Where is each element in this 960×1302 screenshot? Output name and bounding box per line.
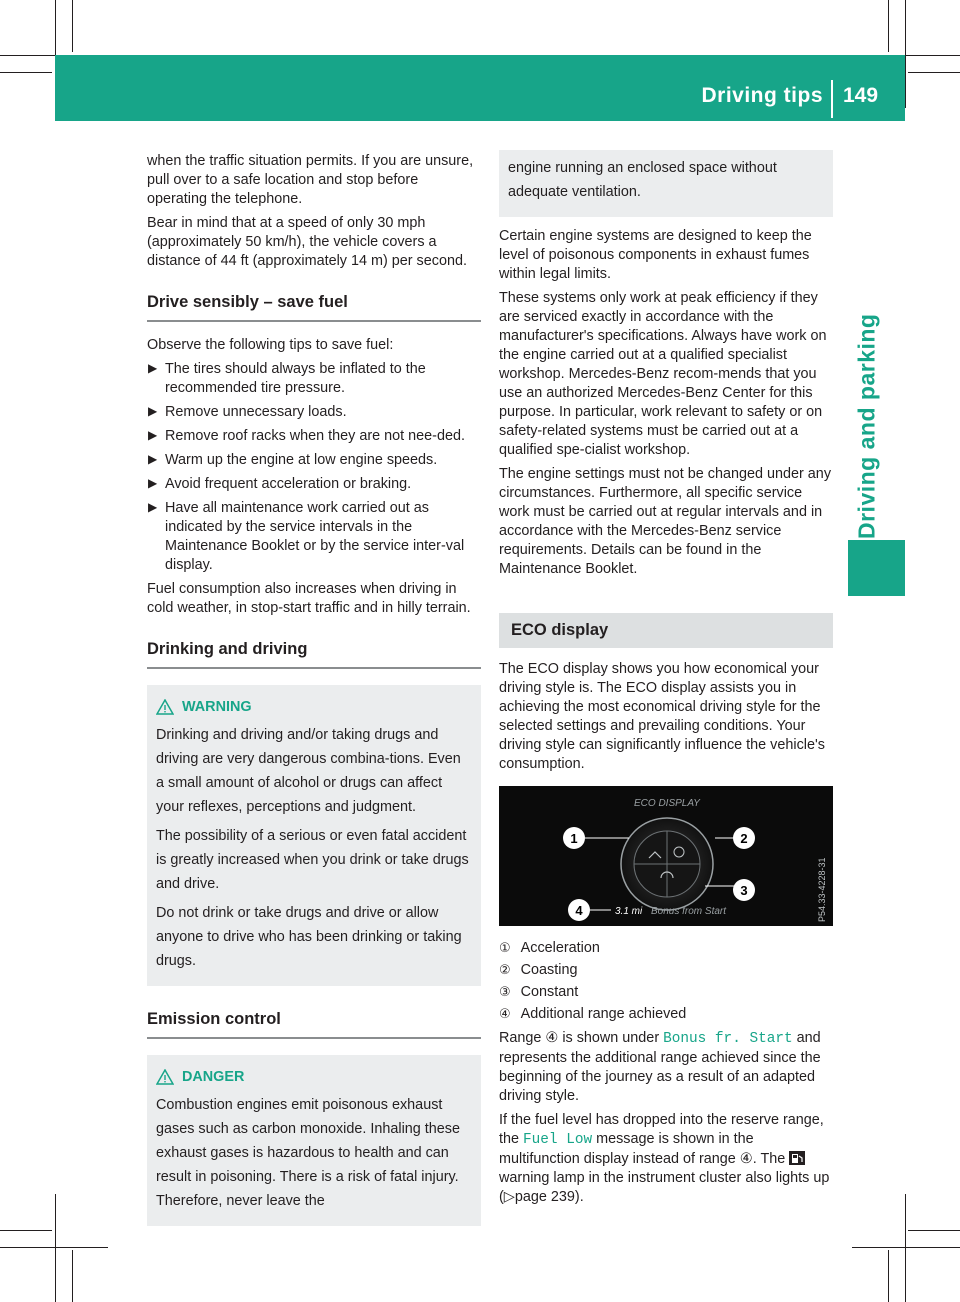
danger-box [147,1055,481,1226]
list-item [147,451,481,470]
crop-mark [0,1247,108,1248]
display-message: Fuel Low [523,1132,593,1148]
section-heading-drinking: Drinking and driving [147,640,481,669]
intro-paragraph: Bear in mind that at a speed of only 30 mph (approximately 50 km/h), the vehicle covers a distance of 44 ft (approximately 14 m) per second. [147,215,467,269]
callout-number: 3 [740,883,748,898]
warning-label: WARNING [182,699,252,715]
bullet-icon: ▶ [148,500,158,514]
page-ref-arrow-icon: ▷ [503,1189,515,1205]
fuel-low-paragraph [499,1111,833,1207]
list-item [147,403,481,422]
text-span: and represents the additional range achieved since the beginning of the journey as a result of an adapted driving style. [499,1030,821,1104]
section-heading-save-fuel: Drive sensibly – save fuel [147,293,481,322]
save-fuel-lead: Observe the following tips to save fuel: [147,337,394,353]
header-divider [831,80,833,118]
crop-mark [905,1194,906,1302]
callout-number: 1 [570,831,578,846]
save-fuel-closing: Fuel consumption also increases when driving in cold weather, in stop-start traffic and in hilly terrain. [147,581,471,616]
warning-header [156,695,472,719]
list-item [147,499,481,575]
bonus-label: Bonus from Start [651,906,727,917]
crop-mark [905,0,906,108]
crop-mark [0,72,52,73]
crop-mark [908,1230,960,1231]
text-span: If the fuel level has dropped into the reserve range, the [499,1112,824,1147]
bullet-icon: ▶ [148,452,158,466]
body-paragraph: These systems only work at peak efficiency if they are serviced exactly in accordance with the manufacturer's specifications. Always have work on the engine carried out at a qualified specialist workshop. Mercedes-Benz recom-mends that you use an authorized Mercedes-Benz Center for this purpose. In particular, work relevant to safety or on safety-related systems must be carried out at a qualified spe-cialist workshop. [499,290,827,458]
list-item [147,360,481,398]
list-item-text: Avoid frequent acceleration or braking. [165,476,412,492]
legend-item [499,938,833,958]
bonus-distance: 3.1 mi [615,906,643,917]
legend-number: ① [499,940,511,955]
chapter-tab-label: Driving and parking [853,313,880,539]
section-heading-eco: ECO display [499,613,833,648]
bullet-icon: ▶ [148,404,158,418]
warning-paragraph: Drinking and driving and/or taking drugs and driving are very dangerous combina-tions. Even a small amount of alcohol or drugs can affect your reflexes, perceptions and judgment. [156,727,461,815]
callout-ref: ④ [545,1030,559,1046]
warning-triangle-icon [156,699,174,715]
legend-item [499,982,833,1002]
warning-paragraph: The possibility of a serious or even fatal accident is greatly increased when you drink or take drugs and drive. [156,828,469,892]
danger-paragraph: Combustion engines emit poisonous exhaust gases such as carbon monoxide. Inhaling these exhaust gases is hazardous to health and can result in poisoning. There is a risk of fatal injury. Therefore, never leave the [156,1097,460,1209]
list-item-text: Remove unnecessary loads. [165,404,347,420]
warning-triangle-icon [156,1069,174,1085]
crop-mark [852,1247,960,1248]
warning-box [147,685,481,986]
text-span: warning lamp in the instrument cluster also lights up ( [499,1170,830,1205]
body-paragraph: Certain engine systems are designed to keep the level of poisonous components in exhaust fumes within legal limits. [499,228,812,282]
eco-display-image [499,786,833,926]
text-span: message is shown in the multifunction display instead of range [499,1131,754,1167]
right-column [499,150,833,1212]
display-message: Bonus fr. Start [663,1031,793,1047]
range-paragraph [499,1029,833,1106]
crop-mark [0,1230,52,1231]
fuel-tips-list [147,360,481,575]
crop-mark [888,1250,889,1302]
page-title: Driving tips [701,84,823,107]
text-span: is shown under [562,1030,660,1046]
callout-number: 4 [575,903,583,918]
danger-header [156,1065,472,1089]
legend-number: ③ [499,984,511,999]
bullet-icon: ▶ [148,476,158,490]
crop-mark [908,72,960,73]
list-item-text: Remove roof racks when they are not nee-ded. [165,428,465,444]
crop-mark [888,0,889,52]
legend-number: ④ [499,1006,511,1021]
legend-number: ② [499,962,511,977]
danger-box-continued [499,150,833,217]
text-span: Range [499,1030,542,1046]
list-item-text: Have all maintenance work carried out as indicated by the service intervals in the Maintenance Booklet or by the service inter-val display. [165,500,465,573]
intro-paragraph: when the traffic situation permits. If you are unsure, pull over to a safe location and stop before operating the telephone. [147,153,474,207]
legend-item [499,1004,833,1024]
danger-paragraph: engine running an enclosed space without adequate ventilation. [508,160,777,200]
list-item-text: Warm up the engine at low engine speeds. [165,452,438,468]
list-item [147,475,481,494]
callout-number: 2 [740,831,748,846]
legend-item [499,960,833,980]
crop-mark [55,1194,56,1302]
legend-text: Additional range achieved [520,1006,687,1022]
page-reference-link[interactable]: page 239). [514,1189,584,1205]
crop-mark [72,0,73,52]
left-column [147,152,481,1226]
body-paragraph: The engine settings must not be changed under any circumstances. Furthermore, all specific service work must be carried out at regular intervals and in accordance with the Mercedes-Benz service requirements. Details can be found in the Maintenance Booklet. [499,466,832,577]
danger-label: DANGER [182,1069,245,1085]
section-heading-emission: Emission control [147,1010,481,1039]
callout-ref: ④ [739,1151,753,1167]
bullet-icon: ▶ [148,361,158,375]
legend-text: Coasting [520,962,578,978]
list-item [147,427,481,446]
legend-text: Constant [520,984,579,1000]
bullet-icon: ▶ [148,428,158,442]
figure-code: P54.33-4228-31 [817,857,827,922]
chapter-tab-marker [848,540,905,596]
figure-title: ECO DISPLAY [634,798,700,809]
text-span: . The [752,1151,786,1167]
figure-legend [499,938,833,1024]
eco-intro: The ECO display shows you how economical your driving style is. The ECO display assists you in achieving the most economical driving style for the selected settings and prevailing conditions. Your driving style can significantly influence the vehicle's consumption. [499,661,825,772]
fuel-warning-lamp-icon [789,1151,805,1165]
list-item-text: The tires should always be inflated to the recommended tire pressure. [165,361,426,396]
eco-display-figure [499,786,833,926]
page-number: 149 [843,84,879,107]
crop-mark [72,1250,73,1302]
warning-paragraph: Do not drink or take drugs and drive or allow anyone to drive who has been drinking or taking drugs. [156,905,462,969]
legend-text: Acceleration [520,940,600,956]
